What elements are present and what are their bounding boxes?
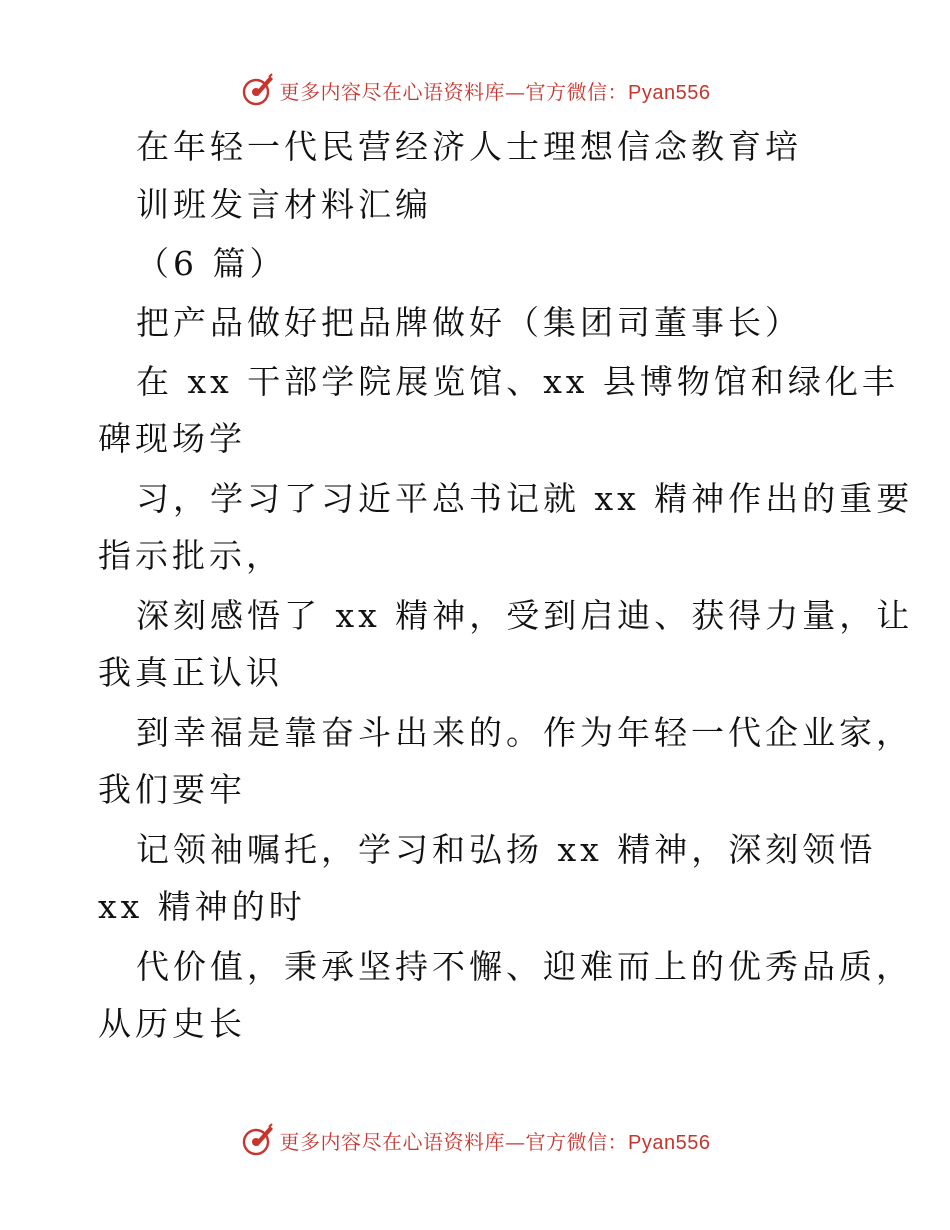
header-watermark xyxy=(0,70,950,110)
body-line: 我们要牢 xyxy=(98,770,246,809)
quill-pen-logo-icon xyxy=(240,1122,276,1158)
body-line: 我真正认识 xyxy=(98,653,283,692)
document-count-note: （6 篇） xyxy=(136,244,287,283)
watermark-wechat-id: Pyan556 xyxy=(628,81,711,104)
body-line: 到幸福是靠奋斗出来的。作为年轻一代企业家， xyxy=(136,713,913,752)
body-line: 习，学习了习近平总书记就 xx 精神作出的重要 xyxy=(136,479,914,518)
body-line: 指示批示， xyxy=(98,536,283,575)
watermark-label: 更多内容尽在心语资料库—官方微信： xyxy=(279,79,629,104)
body-line: 碑现场学 xyxy=(98,419,246,458)
body-line: 在 xx 干部学院展览馆、xx 县博物馆和绿化丰 xyxy=(136,362,899,401)
body-line: xx 精神的时 xyxy=(98,887,306,926)
footer-watermark xyxy=(0,1120,950,1160)
body-line: 代价值，秉承坚持不懈、迎难而上的优秀品质， xyxy=(136,947,913,986)
watermark-wechat-id: Pyan556 xyxy=(628,1131,711,1154)
quill-pen-logo-icon xyxy=(240,72,276,108)
body-line: 从历史长 xyxy=(98,1004,246,1043)
body-line: 深刻感悟了 xx 精神，受到启迪、获得力量，让 xyxy=(136,596,914,635)
watermark-label: 更多内容尽在心语资料库—官方微信： xyxy=(279,1129,629,1154)
document-title-line-1: 在年轻一代民营经济人士理想信念教育培 xyxy=(136,127,802,166)
watermark-text xyxy=(280,76,711,105)
watermark-text xyxy=(280,1126,711,1155)
section-heading: 把产品做好把品牌做好（集团司董事长） xyxy=(136,303,802,342)
document-title-line-2: 训班发言材料汇编 xyxy=(136,185,432,224)
body-line: 记领袖嘱托，学习和弘扬 xx 精神，深刻领悟 xyxy=(136,830,877,869)
